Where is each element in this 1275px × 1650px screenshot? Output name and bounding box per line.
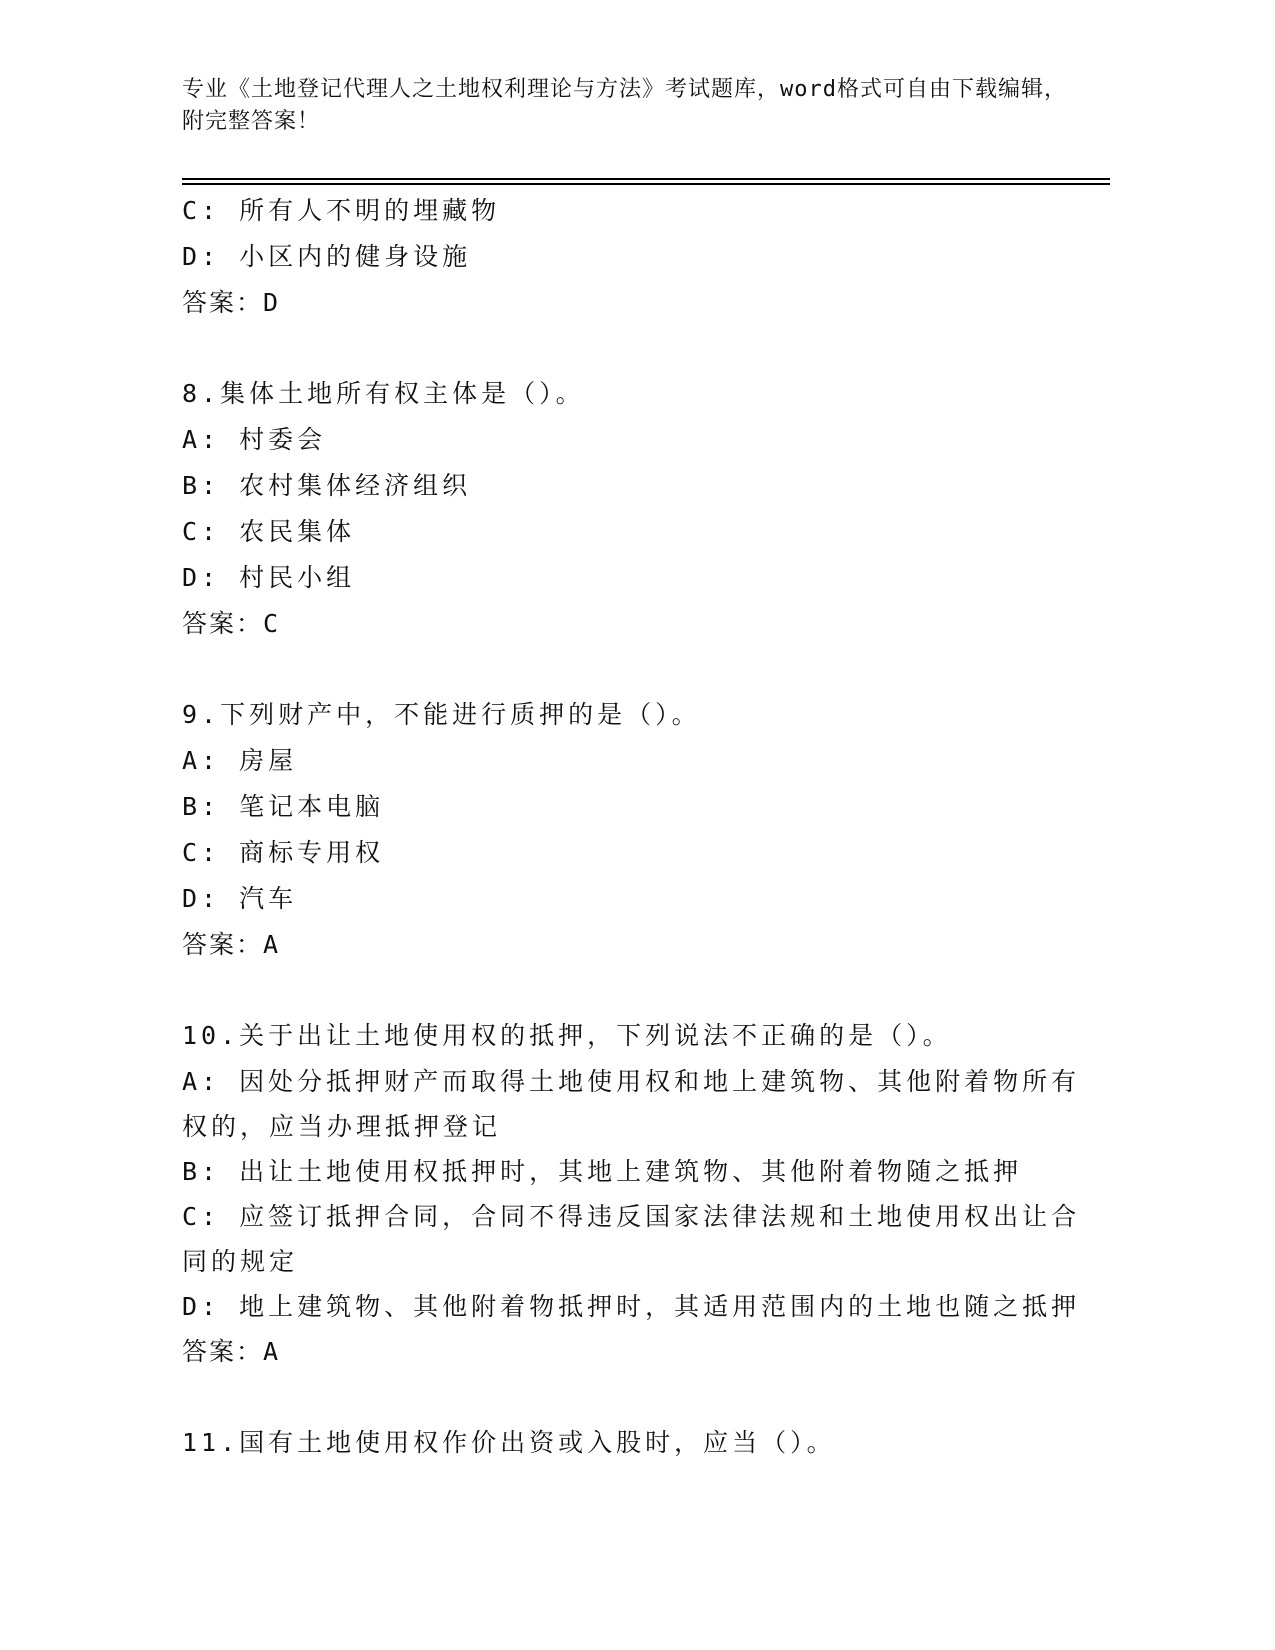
question-11	[182, 1420, 1082, 1466]
header-divider-bottom	[182, 183, 1110, 185]
option-b: B: 笔记本电脑	[182, 792, 385, 821]
question-8	[182, 371, 1082, 647]
answer-line	[182, 1329, 1082, 1375]
answer-line	[182, 922, 1082, 968]
answer-label: 答案：	[182, 609, 264, 638]
answer-value: D	[263, 288, 281, 317]
option-a: A: 房屋	[182, 746, 298, 775]
answer-value: C	[263, 609, 281, 638]
option-c: C: 所有人不明的埋藏物	[182, 196, 501, 225]
option-b: B: 农村集体经济组织	[182, 471, 472, 500]
option-c: C: 农民集体	[182, 517, 356, 546]
spacer	[182, 968, 1082, 1013]
answer-line	[182, 601, 1082, 647]
answer-line	[182, 280, 1082, 326]
option-d: D: 村民小组	[182, 563, 356, 592]
question-stem: 9.下列财产中，不能进行质押的是（）。	[182, 700, 701, 729]
option-d: D: 地上建筑物、其他附着物抵押时，其适用范围内的土地也随之抵押	[182, 1292, 1081, 1321]
spacer	[182, 1375, 1082, 1420]
option-b: B: 出让土地使用权抵押时，其地上建筑物、其他附着物随之抵押	[182, 1157, 1023, 1186]
option-d: D: 汽车	[182, 884, 298, 913]
answer-label: 答案：	[182, 288, 264, 317]
option-d: D: 小区内的健身设施	[182, 242, 472, 271]
question-10	[182, 1013, 1082, 1375]
answer-label: 答案：	[182, 1337, 264, 1366]
option-c: C: 应签订抵押合同，合同不得违反国家法律法规和土地使用权出让合同的规定	[182, 1202, 1081, 1276]
answer-label: 答案：	[182, 930, 264, 959]
page-header: 专业《土地登记代理人之土地权利理论与方法》考试题库，word格式可自由下载编辑，附完整答案！	[182, 77, 1067, 134]
option-a: A: 因处分抵押财产而取得土地使用权和地上建筑物、其他附着物所有权的，应当办理抵押登记	[182, 1067, 1081, 1141]
question-list	[182, 188, 1082, 1466]
answer-value: A	[263, 1337, 281, 1366]
answer-value: A	[263, 930, 281, 959]
header-divider-top	[182, 178, 1110, 180]
spacer	[182, 647, 1082, 692]
question-stem: 10.关于出让土地使用权的抵押，下列说法不正确的是（）。	[182, 1021, 952, 1050]
question-7-continued	[182, 188, 1082, 326]
option-c: C: 商标专用权	[182, 838, 385, 867]
question-stem: 11.国有土地使用权作价出资或入股时，应当（）。	[182, 1428, 836, 1457]
spacer	[182, 326, 1082, 371]
option-a: A: 村委会	[182, 425, 327, 454]
question-9	[182, 692, 1082, 968]
question-stem: 8.集体土地所有权主体是（）。	[182, 379, 585, 408]
